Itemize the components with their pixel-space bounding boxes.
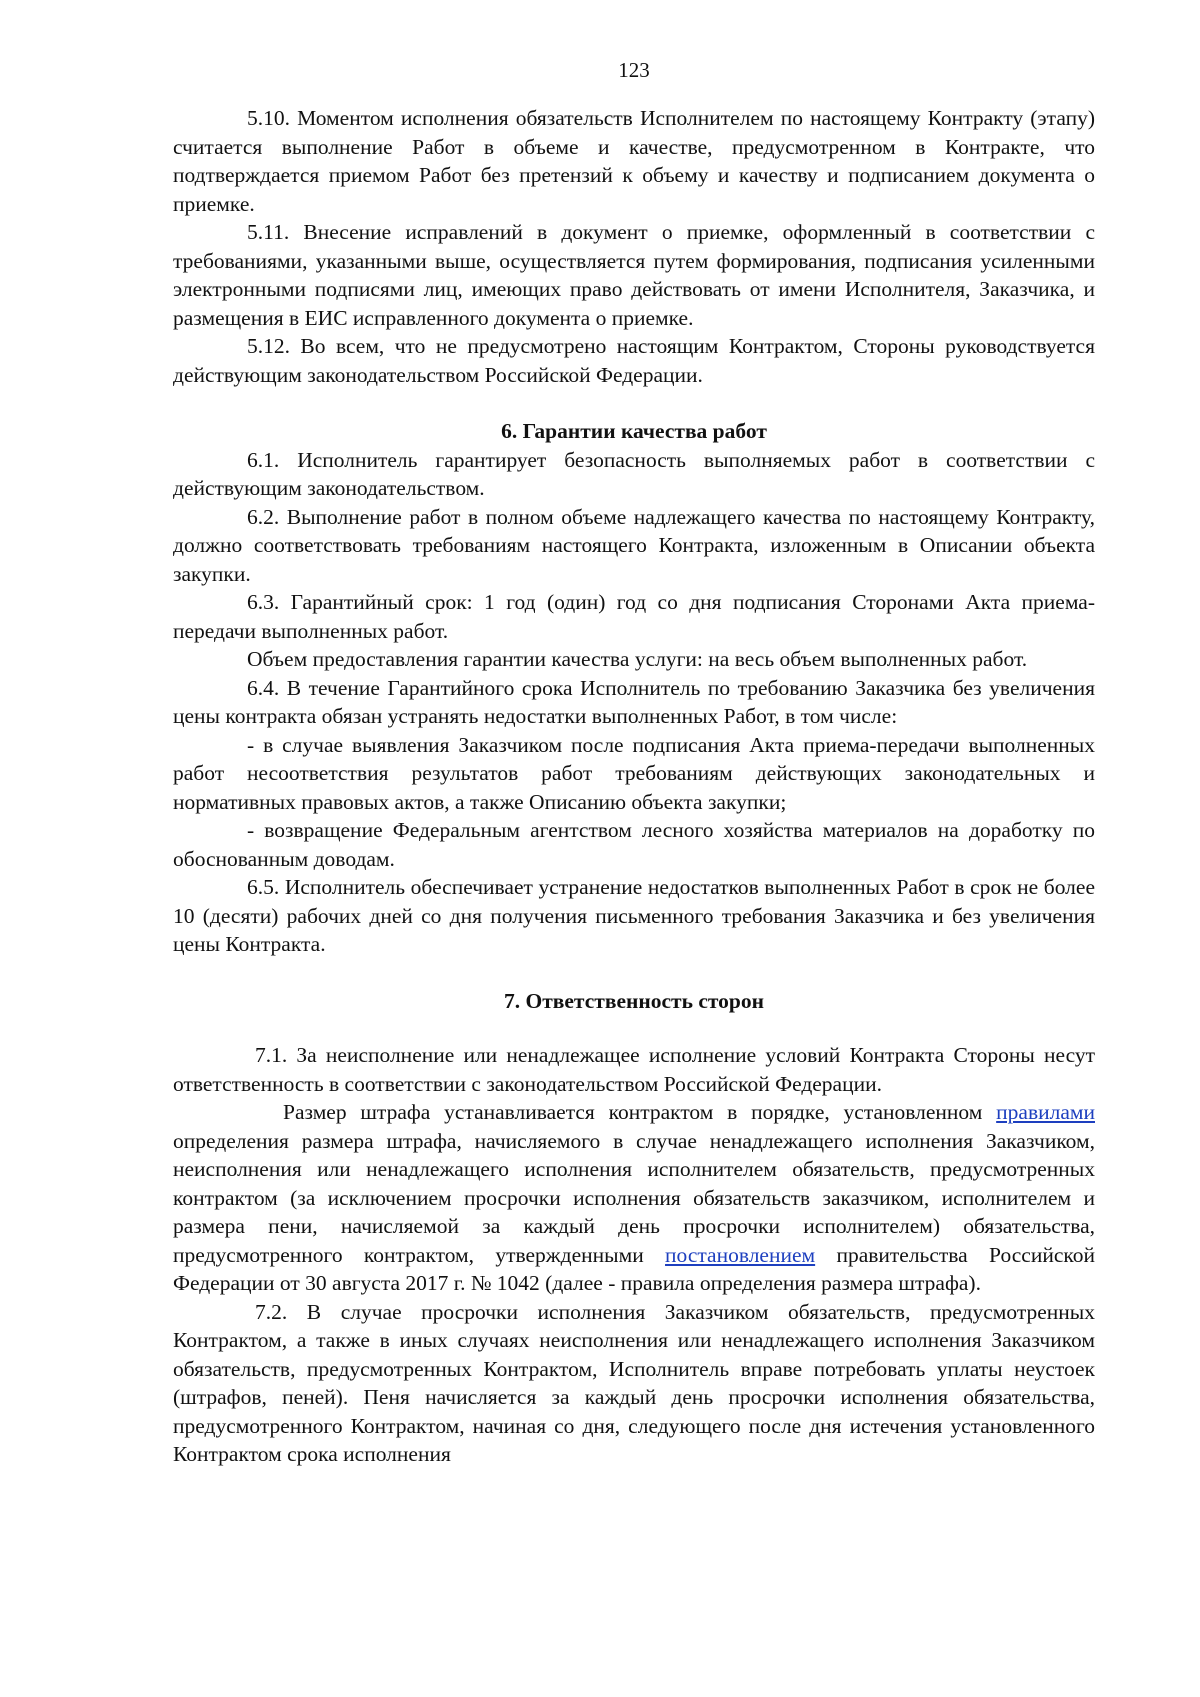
paragraph-6-1: 6.1. Исполнитель гарантирует безопасность выполняемых работ в соответствии с действующим законодательством.: [173, 447, 1095, 500]
paragraph-7-1: 7.1. За неисполнение или ненадлежащее исполнение условий Контракта Стороны несут ответственность в соответствии с законодательством Российской Федерации.: [173, 1043, 1095, 1096]
paragraph-7-2: 7.2. В случае просрочки исполнения Заказчиком обязательств, предусмотренных Контрактом, а также в иных случаях неисполнения или ненадлежащего исполнения Заказчиком обязательств, предусмотренных Контрактом, Исполнитель вправе потребовать уплаты неустоек (штрафов, пеней). Пеня начисляется за каждый день просрочки исполнения обязательства, предусмотренного Контрактом, начиная со дня, следующего после дня истечения установленного Контрактом срока исполнения: [173, 1299, 1095, 1466]
page-number: 123: [618, 58, 650, 82]
document-page: [173, 52, 1095, 1469]
list-item-nonconformity: - в случае выявления Заказчиком после подписания Акта приема-передачи выполненных работ несоответствия результатов работ требованиям действующих законодательных и нормативных правовых актов, а также Описанию объекта закупки;: [173, 732, 1095, 814]
fine-text-part-1: Размер штрафа устанавливается контрактом в порядке, установленном: [283, 1100, 997, 1124]
resolution-link[interactable]: постановлением: [665, 1242, 816, 1267]
spacer: [173, 1015, 1095, 1041]
fine-text-part-3: правительства Российской Федерации от 30 августа 2017 г. № 1042 (далее - правила определения размера штрафа).: [173, 1242, 1095, 1295]
paragraph-fine-amount: [173, 1098, 1095, 1298]
paragraph-guarantee-scope: Объем предоставления гарантии качества услуги: на весь объем выполненных работ.: [247, 647, 1028, 671]
rules-link[interactable]: правилами: [996, 1100, 1095, 1124]
paragraph-6-3: 6.3. Гарантийный срок: 1 год (один) год со дня подписания Сторонами Акта приема-передачи выполненных работ.: [173, 590, 1095, 643]
paragraph-6-2: 6.2. Выполнение работ в полном объеме надлежащего качества по настоящему Контракту, должно соответствовать требованиям настоящего Контракта, изложенным в Описании объекта закупки.: [173, 504, 1095, 586]
section-7-heading: 7. Ответственность сторон: [503, 988, 765, 1013]
list-item-return-for-revision: - возвращение Федеральным агентством лесного хозяйства материалов на доработку по обоснованным доводам.: [173, 818, 1095, 871]
fine-text-part-2: определения размера штрафа, начисляемого в случае ненадлежащего исполнения Заказчиком, неисполнения или ненадлежащего исполнения исполнителем обязательств, предусмотренных контрактом (за исключением просрочки исполнения обязательств заказчиком, исполнителем и размера пени, начисляемой за каждый день просрочки исполнителем) обязательства, предусмотренного контрактом, утвержденными: [173, 1128, 1095, 1267]
spacer: [173, 389, 1095, 417]
paragraph-5-11: 5.11. Внесение исправлений в документ о приемке, оформленный в соответствии с требованиями, указанными выше, осуществляется путем формирования, подписания усиленными электронными подписями лиц, имеющих право действовать от имени Исполнителя, Заказчика, и размещения в ЕИС исправленного документа о приемке.: [173, 220, 1095, 330]
section-6-heading: 6. Гарантии качества работ: [501, 419, 767, 443]
paragraph-5-10: 5.10. Моментом исполнения обязательств Исполнителем по настоящему Контракту (этапу) считается выполнение Работ в объеме и качестве, предусмотренном в Контракте, что подтверждается приемом Работ без претензий к объему и качеству и подписанием документа о приемке.: [173, 106, 1095, 216]
spacer: [173, 959, 1095, 987]
paragraph-6-5: 6.5. Исполнитель обеспечивает устранение недостатков выполненных Работ в срок не более 10 (десяти) рабочих дней со дня получения письменного требования Заказчика и без увеличения цены Контракта.: [173, 875, 1095, 956]
paragraph-5-12: 5.12. Во всем, что не предусмотрено настоящим Контрактом, Стороны руководствуется действующим законодательством Российской Федерации.: [173, 334, 1095, 387]
paragraph-6-4: 6.4. В течение Гарантийного срока Исполнитель по требованию Заказчика без увеличения цены контракта обязан устранять недостатки выполненных Работ, в том числе:: [173, 675, 1095, 728]
